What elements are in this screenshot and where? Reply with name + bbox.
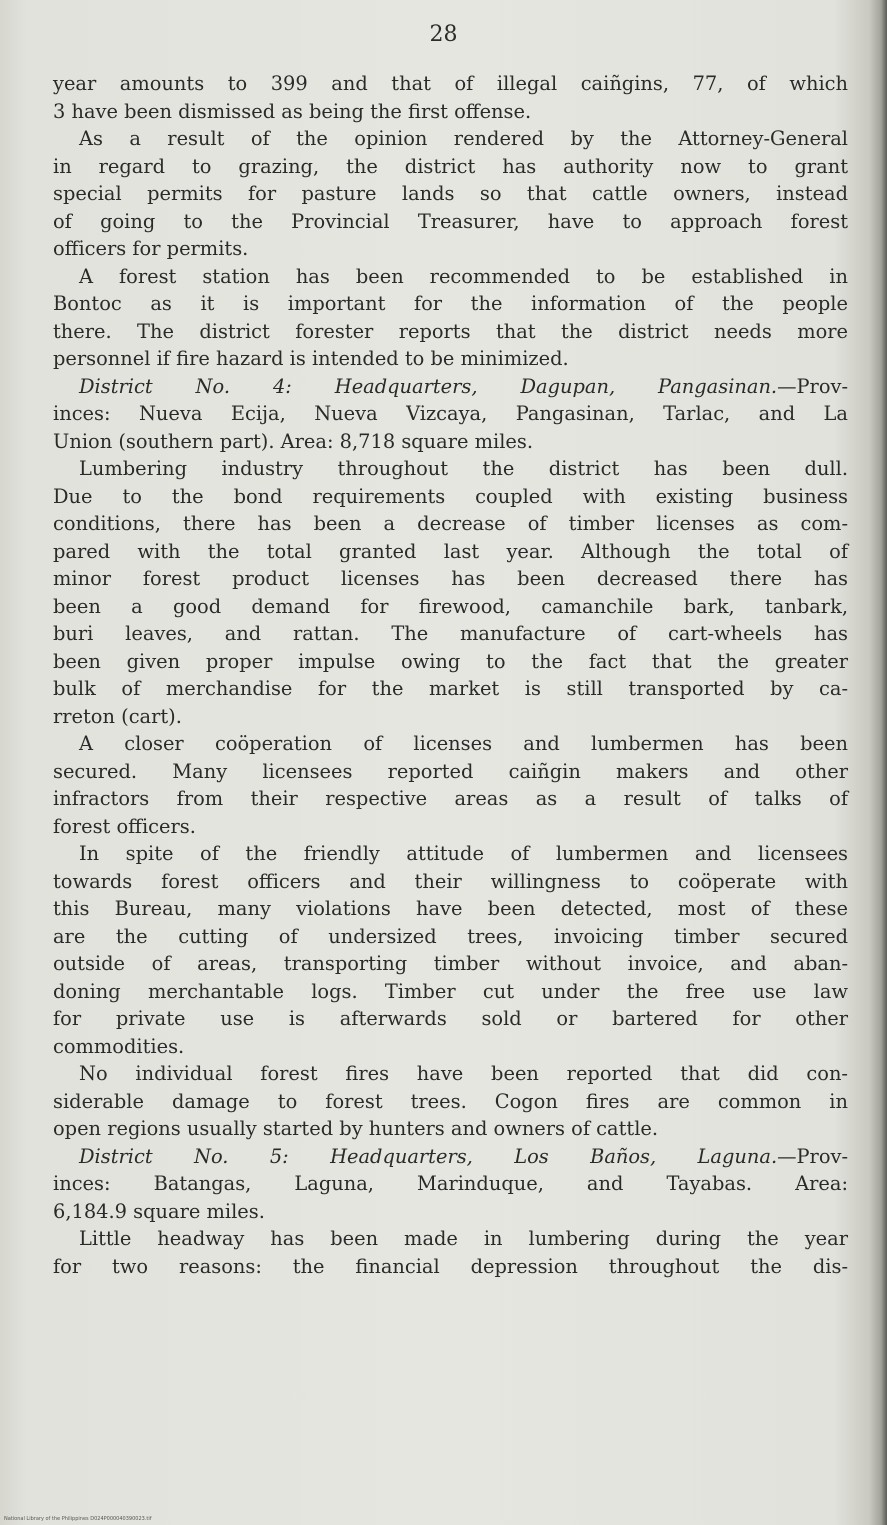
text-line: [53, 373, 848, 401]
line-text: doning merchantable logs. Timber cut under the free use law: [53, 979, 848, 1003]
text-line: [53, 318, 848, 346]
text-line: [53, 98, 848, 126]
text-line: [53, 538, 848, 566]
line-text: Union (southern part). Area: 8,718 square miles.: [53, 429, 534, 453]
text-line: [53, 345, 848, 373]
line-text: towards forest officers and their willingness to coöperate with: [53, 869, 848, 893]
body-text: [53, 70, 848, 1280]
line-text: Little headway has been made in lumbering during the year: [79, 1227, 848, 1250]
line-text: open regions usually started by hunters and owners of cattle.: [53, 1117, 659, 1140]
line-text: Lumbering industry throughout the district has been dull.: [79, 457, 848, 480]
text-line: [53, 620, 848, 648]
line-text: A closer coöperation of licenses and lumbermen has been: [79, 732, 848, 755]
text-line: [53, 1170, 848, 1198]
line-text: siderable damage to forest trees. Cogon fires are common in: [53, 1089, 848, 1113]
line-text: secured. Many licensees reported caiñgin makers and other: [53, 759, 848, 783]
text-line: [53, 648, 848, 676]
line-text: for private use is afterwards sold or bartered for other: [53, 1007, 848, 1030]
line-text: conditions, there has been a decrease of timber licenses as com-: [53, 512, 848, 535]
line-text: special permits for pasture lands so that cattle owners, instead: [53, 182, 848, 205]
text-line: [53, 70, 848, 98]
text-line: [53, 758, 848, 786]
text-line: [53, 675, 848, 703]
text-line: [53, 153, 848, 181]
text-line: [53, 235, 848, 263]
line-text: outside of areas, transporting timber without invoice, and aban-: [53, 952, 848, 975]
text-line: [53, 840, 848, 868]
text-line: [53, 1005, 848, 1033]
text-line: [53, 593, 848, 621]
text-line: [53, 125, 848, 153]
text-line: [53, 1088, 848, 1116]
scan-footer: National Library of the Philippines D024P000040390023.tif: [4, 1516, 152, 1522]
text-line: [53, 1060, 848, 1088]
line-text: inces: Batangas, Laguna, Marinduque, and Tayabas. Area:: [53, 1172, 848, 1195]
line-text: buri leaves, and rattan. The manufacture of cart-wheels has: [53, 622, 848, 645]
text-line: [53, 923, 848, 951]
district-heading: District No. 4: Headquarters, Dagupan, Pangasinan.: [79, 374, 778, 398]
line-text: Due to the bond requirements coupled with existing business: [53, 484, 848, 508]
line-text: in regard to grazing, the district has authority now to grant: [53, 154, 848, 178]
line-text: bulk of merchandise for the market is still transported by ca-: [53, 677, 848, 700]
line-text: been given proper impulse owing to the fact that the greater: [53, 649, 848, 673]
text-line: [53, 1253, 848, 1281]
text-line: [53, 868, 848, 896]
line-text: commodities.: [53, 1034, 185, 1058]
line-text: inces: Nueva Ecija, Nueva Vizcaya, Pangasinan, Tarlac, and La: [53, 402, 848, 425]
text-line: [53, 1033, 848, 1061]
page-edge-shadow: [881, 0, 887, 1525]
line-text: rreton (cart).: [53, 704, 182, 728]
line-text: of going to the Provincial Treasurer, have to approach forest: [53, 209, 848, 233]
line-text: for two reasons: the financial depression throughout the dis-: [53, 1254, 848, 1278]
text-line: [53, 785, 848, 813]
line-text: this Bureau, many violations have been detected, most of these: [53, 897, 848, 920]
text-line: [53, 290, 848, 318]
text-line: [53, 1115, 848, 1143]
line-text: minor forest product licenses has been decreased there has: [53, 567, 848, 590]
line-text: pared with the total granted last year. Although the total of: [53, 539, 848, 563]
text-line: [53, 1143, 848, 1171]
page-number: 28: [429, 22, 458, 47]
text-line: [53, 180, 848, 208]
line-text: infractors from their respective areas as a result of talks of: [53, 787, 848, 810]
line-text: No individual forest fires have been reported that did con-: [79, 1062, 848, 1085]
text-line: [53, 1198, 848, 1226]
text-line: [53, 730, 848, 758]
text-line: [53, 978, 848, 1006]
text-line: [53, 813, 848, 841]
text-line: [53, 1225, 848, 1253]
text-line: [53, 428, 848, 456]
text-line: [53, 565, 848, 593]
text-line: [53, 510, 848, 538]
line-text: personnel if fire hazard is intended to be minimized.: [53, 347, 569, 370]
text-line: [53, 263, 848, 291]
line-text: —Prov-: [777, 1144, 848, 1168]
line-text: forest officers.: [53, 814, 196, 838]
line-text: 3 have been dismissed as being the first offense.: [53, 99, 532, 123]
line-text: year amounts to 399 and that of illegal caiñgins, 77, of which: [53, 72, 848, 95]
text-line: [53, 483, 848, 511]
line-text: there. The district forester reports that the district needs more: [53, 319, 848, 343]
text-line: [53, 455, 848, 483]
line-text: As a result of the opinion rendered by the Attorney-General: [79, 127, 848, 150]
line-text: 6,184.9 square miles.: [53, 1199, 265, 1223]
line-text: been a good demand for firewood, camanchile bark, tanbark,: [53, 594, 848, 618]
line-text: In spite of the friendly attitude of lumbermen and licensees: [79, 842, 848, 865]
text-line: [53, 208, 848, 236]
line-text: are the cutting of undersized trees, invoicing timber secured: [53, 924, 848, 948]
line-text: Bontoc as it is important for the information of the people: [53, 292, 848, 315]
text-line: [53, 400, 848, 428]
line-text: A forest station has been recommended to be established in: [79, 264, 848, 288]
text-line: [53, 895, 848, 923]
text-line: [53, 950, 848, 978]
text-line: [53, 703, 848, 731]
district-heading: District No. 5: Headquarters, Los Baños, Laguna.: [79, 1144, 778, 1168]
line-text: —Prov-: [777, 374, 848, 398]
line-text: officers for permits.: [53, 237, 249, 260]
